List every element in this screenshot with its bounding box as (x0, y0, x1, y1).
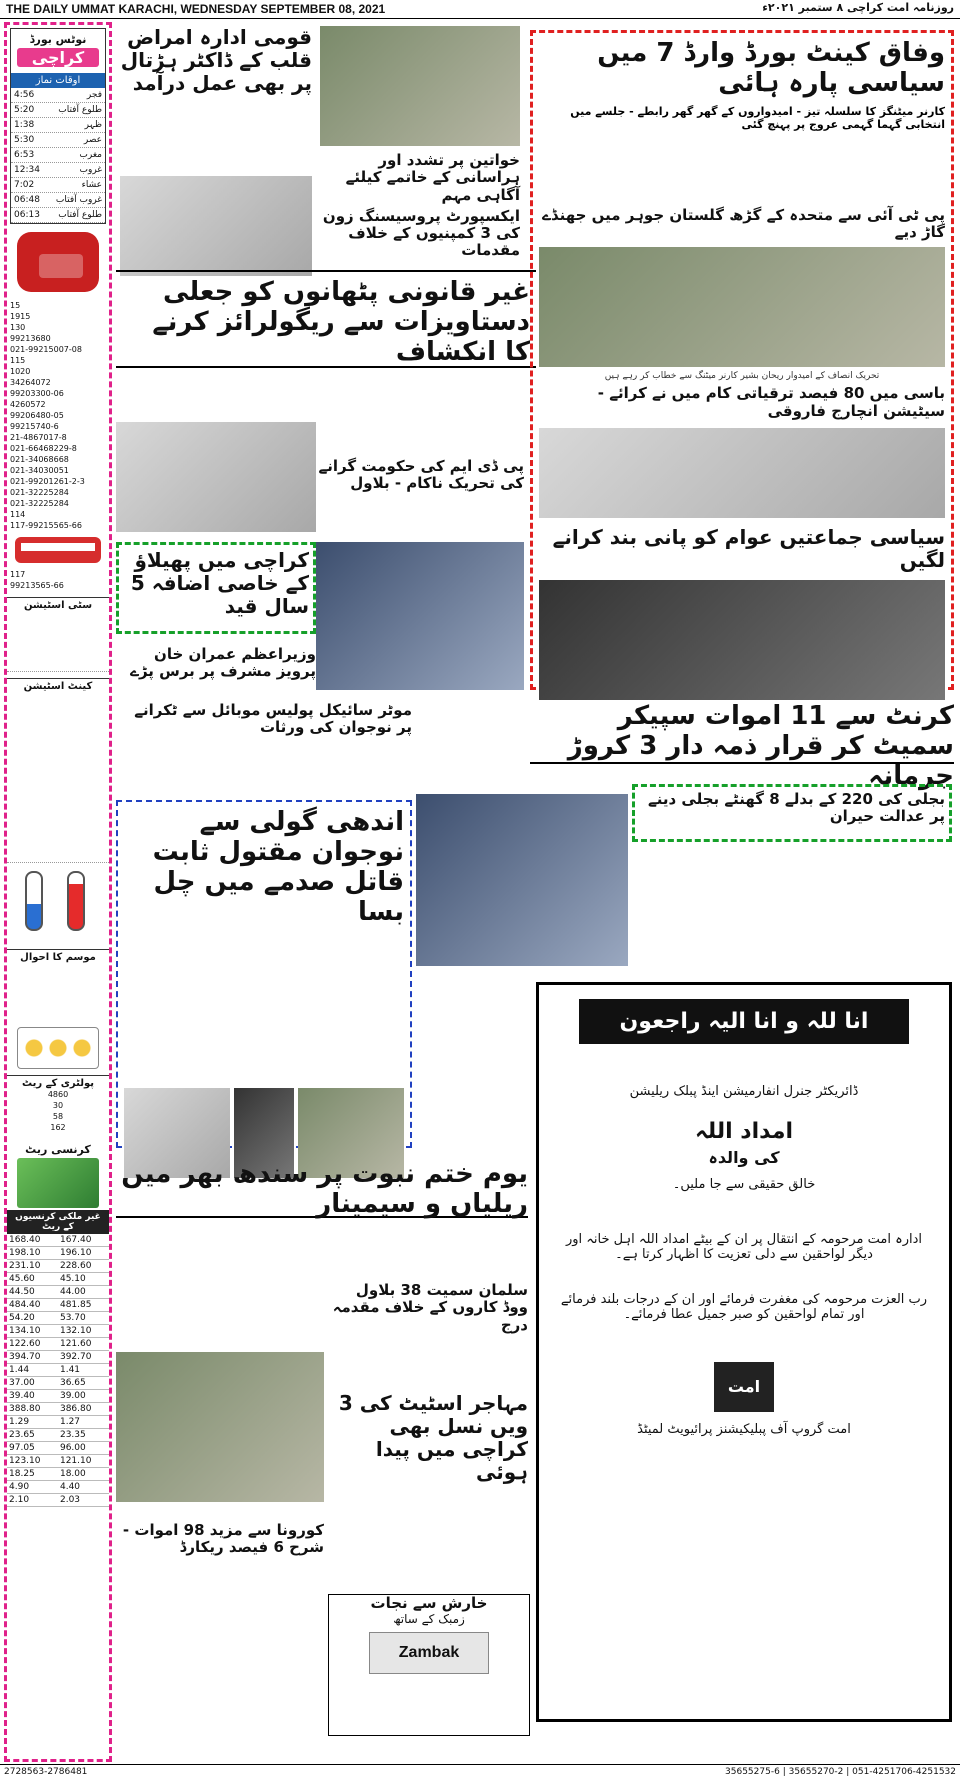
notice-board-box (10, 28, 106, 224)
currency-row (7, 1468, 109, 1481)
footer-strip (0, 1764, 960, 1781)
currency-buy: 4.40 (58, 1481, 109, 1494)
emergency-number: 115 (10, 356, 26, 365)
headline-karachi: کراچی میں پھیلاؤ کے خاصی اضافہ 5 سال قید (130, 548, 309, 618)
currency-row (7, 1390, 109, 1403)
currency-table-header: غیر ملکی کرنسیوں کے ریٹ (7, 1210, 109, 1234)
emergency-number-row (7, 465, 109, 476)
currency-buy: 386.80 (58, 1403, 109, 1416)
currency-buy: 1.27 (58, 1416, 109, 1429)
photo-portraits (539, 580, 945, 700)
prayer-time: 6:53 (14, 150, 35, 160)
currency-graph-icon (17, 1158, 99, 1208)
currency-row (7, 1260, 109, 1273)
city-station-table (7, 611, 109, 672)
currency-sell: 39.40 (7, 1390, 58, 1403)
currency-buy: 39.00 (58, 1390, 109, 1403)
currency-sell: 45.60 (7, 1273, 58, 1286)
prayer-row (11, 193, 105, 208)
poultry-rate: 4860 (47, 1090, 69, 1099)
prayer-name: ظہر (84, 120, 102, 130)
prayer-name: غروب (79, 165, 102, 175)
condolence-line-1: ڈائریکٹر جنرل انفارمیشن اینڈ پبلک ریلیشن (629, 1084, 859, 1099)
emergency-number: 114 (10, 510, 26, 519)
emergency-number-row (7, 476, 109, 487)
railway-enquiry (7, 569, 109, 580)
prayer-times-list (11, 88, 105, 223)
currency-buy: 196.10 (58, 1247, 109, 1260)
emergency-number-row (7, 333, 109, 344)
prayer-time: 5:30 (14, 135, 35, 145)
emergency-number: 99215740-6 (10, 422, 59, 431)
ad-zambak-title: خارش سے نجات (370, 1594, 488, 1612)
currency-buy: 44.00 (58, 1286, 109, 1299)
photo-garbage (120, 176, 312, 276)
prayer-row (11, 208, 105, 223)
prayer-name: طلوع آفتاب (58, 105, 102, 115)
emergency-number-row (7, 421, 109, 432)
prayer-time: 06:13 (14, 210, 40, 220)
emergency-number: 021-66468229-8 (10, 444, 77, 453)
cantt-station-table (7, 692, 109, 863)
poultry-rates-list (7, 1089, 109, 1133)
emergency-number: 021-32225284 (10, 499, 69, 508)
currency-row (7, 1299, 109, 1312)
currency-buy: 121.10 (58, 1455, 109, 1468)
photo-event (316, 542, 524, 690)
emergency-number-row (7, 366, 109, 377)
prayer-times-header: اوقات نماز (11, 73, 105, 88)
emergency-number-row (7, 399, 109, 410)
currency-row (7, 1273, 109, 1286)
emergency-number-row (7, 300, 109, 311)
railway-phone (7, 580, 109, 591)
emergency-numbers-list (7, 300, 109, 531)
currency-sell: 122.60 (7, 1338, 58, 1351)
currency-buy: 167.40 (58, 1234, 109, 1247)
condolence-banner: انا للہ و انا الیہ راجعون (579, 999, 909, 1044)
poultry-rate-row (7, 1100, 109, 1111)
currency-sell: 18.25 (7, 1468, 58, 1481)
box-cantonment-election (530, 30, 954, 690)
emergency-number-row (7, 520, 109, 531)
prayer-row (11, 118, 105, 133)
story-khawateen: خواتین پر تشدد اور ہراسانی کے خاتمے کیلئے آگاہی مہم (345, 151, 520, 204)
main-content (116, 22, 954, 1762)
condolence-name: امداد اللہ (694, 1119, 794, 1144)
currency-sell: 134.10 (7, 1325, 58, 1338)
condolence-line-4: ادارہ امت مرحومہ کے انتقال پر ان کے بیٹے امداد اللہ اہل خانہ اور دیگر لواحقین سے دلی تعزیت کا اظہار کرتا ہے۔ (566, 1232, 922, 1262)
story-bilawal: پی ڈی ایم کی حکومت گرانے کی تحریک ناکام - بلاول (318, 457, 524, 493)
currency-row (7, 1286, 109, 1299)
currency-sell: 394.70 (7, 1351, 58, 1364)
prayer-time: 7:02 (14, 180, 35, 190)
emergency-number-row (7, 432, 109, 443)
prayer-time: 1:38 (14, 120, 35, 130)
emergency-number: 34264072 (10, 378, 51, 387)
emergency-number-row (7, 322, 109, 333)
prayer-name: غروب آفتاب (55, 195, 102, 205)
eggs-icon (17, 1027, 99, 1069)
headline-andhi-goli: اندھی گولی سے نوجوان مقتول ثابت قاتل صدمے میں چل بسا (152, 807, 404, 927)
currency-row (7, 1364, 109, 1377)
currency-row (7, 1429, 109, 1442)
poultry-rate: 30 (52, 1101, 64, 1110)
currency-row (7, 1312, 109, 1325)
emergency-phone-icon (17, 232, 99, 292)
emergency-number: 15 (10, 301, 21, 310)
emergency-number-row (7, 487, 109, 498)
emergency-number-row (7, 377, 109, 388)
emergency-number-row (7, 344, 109, 355)
currency-row (7, 1416, 109, 1429)
currency-sell: 1.29 (7, 1416, 58, 1429)
story-police-mobile: موٹر سائیکل پولیس موبائل سے ٹکرانے پر نوجوان کی ورثات (134, 701, 412, 737)
currency-row (7, 1403, 109, 1416)
currency-table (7, 1210, 109, 1507)
currency-buy: 96.00 (58, 1442, 109, 1455)
emergency-number-row (7, 454, 109, 465)
currency-buy: 18.00 (58, 1468, 109, 1481)
poultry-rate: 162 (50, 1123, 66, 1132)
prayer-row (11, 148, 105, 163)
emergency-number-row (7, 443, 109, 454)
headline-cantonment: وفاق کینٹ بورڈ وارڈ 7 میں سیاسی پارہ ہائی (597, 38, 945, 98)
prayer-row (11, 88, 105, 103)
currency-row (7, 1481, 109, 1494)
masthead (0, 0, 960, 19)
prayer-row (11, 178, 105, 193)
currency-row (7, 1455, 109, 1468)
headline-top-left: قومی ادارہ امراض قلب کے ڈاکٹر ہڑتال پر بھی عمل درآمد (120, 25, 312, 95)
currency-buy: 2.03 (58, 1494, 109, 1507)
currency-buy: 36.65 (58, 1377, 109, 1390)
photo-documents (116, 422, 316, 532)
condolence-ad (536, 982, 952, 1722)
currency-row (7, 1234, 109, 1247)
story-cantonment-text (533, 131, 951, 205)
emergency-number-row (7, 311, 109, 322)
currency-sell: 4.90 (7, 1481, 58, 1494)
currency-sell: 198.10 (7, 1247, 58, 1260)
emergency-number-row (7, 410, 109, 421)
emergency-number: 21-4867017-8 (10, 433, 67, 442)
emergency-number-row (7, 388, 109, 399)
emergency-number: 99213680 (10, 334, 51, 343)
currency-sell: 1.44 (7, 1364, 58, 1377)
poultry-rate-row (7, 1111, 109, 1122)
photo-meeting-caption: تحریک انصاف کے امیدوار ریحان بشیر کارنر میٹنگ سے خطاب کر رہے ہیں (604, 371, 880, 382)
prayer-name: مغرب (79, 150, 102, 160)
prayer-row (11, 133, 105, 148)
story-corona: کورونا سے مزید 98 اموات - شرح 6 فیصد ریکارڈ (122, 1521, 324, 1557)
masthead-english: THE DAILY UMMAT KARACHI, WEDNESDAY SEPTEMBER 08, 2021 (6, 2, 386, 16)
prayer-name: عصر (83, 135, 102, 145)
condolence-line-5: رب العزت مرحومہ کی مغفرت فرمائے اور ان کے درجات بلند فرمائے اور تمام لواحقین کو صبر جمیل عطا فرمائے۔ (560, 1292, 928, 1322)
currency-row (7, 1442, 109, 1455)
city-label: کراچی (17, 48, 99, 67)
emergency-number: 130 (10, 323, 26, 332)
prayer-name: طلوع آفتاب (58, 210, 102, 220)
prayer-name: عشاء (81, 180, 102, 190)
emergency-number: 4260572 (10, 400, 46, 409)
box-220-story (632, 784, 952, 842)
emergency-number: 99203300-06 (10, 389, 64, 398)
emergency-number: 021-34068668 (10, 455, 69, 464)
notice-board-sidebar (4, 22, 112, 1762)
currency-sell: 44.50 (7, 1286, 58, 1299)
photo-ceremony (320, 26, 520, 146)
prayer-name: فجر (86, 90, 102, 100)
notice-board-title: نوٹس بورڈ (11, 29, 105, 46)
story-siyasi-jamaat: سیاسی جماعتیں عوام کو پانی بند کرانے لگیں (552, 524, 945, 572)
condolence-line-3: خالق حقیقی سے جا ملیں۔ (672, 1177, 816, 1192)
condolence-footer: امت گروپ آف پبلیکیشنز پرائیویٹ لمیٹڈ (637, 1422, 851, 1437)
currency-sell: 168.40 (7, 1234, 58, 1247)
city-station-header: سٹی اسٹیشن (7, 597, 109, 611)
emergency-number: 117-99215565-66 (10, 521, 82, 530)
currency-buy: 1.41 (58, 1364, 109, 1377)
currency-row (7, 1377, 109, 1390)
weather-title: موسم کا احوال (7, 949, 109, 963)
emergency-number-row (7, 355, 109, 366)
photo-ballot-box (539, 428, 945, 518)
prayer-time: 4:56 (14, 90, 35, 100)
ummat-logo: امت (714, 1362, 774, 1412)
currency-buy: 228.60 (58, 1260, 109, 1273)
story-80-percent: باسی میں 80 فیصد ترقیاتی کام میں نے کرائے - سیٹیشن انچارج فاروقی (597, 384, 945, 420)
headline-khatm-nabuwat: یوم ختم نبوت پر سندھ بھر میں ریلیاں و سیمینار (116, 1160, 528, 1218)
poultry-rate: 58 (52, 1112, 64, 1121)
prayer-time: 12:34 (14, 165, 40, 175)
poultry-rate-row (7, 1122, 109, 1133)
emergency-number: 021-99215007-08 (10, 345, 82, 354)
currency-sell: 97.05 (7, 1442, 58, 1455)
emergency-number: 1020 (10, 367, 31, 376)
currency-row (7, 1338, 109, 1351)
poultry-rate-row (7, 1089, 109, 1100)
story-andhi-goli-text (118, 934, 410, 1088)
railway-enquiry-number: 117 (10, 570, 26, 579)
weather-text (7, 963, 109, 1023)
currency-buy: 53.70 (58, 1312, 109, 1325)
railway-phone-number: 99213565-66 (10, 581, 64, 590)
prayer-time: 06:48 (14, 195, 40, 205)
thermometer-icon (17, 871, 99, 941)
headline-current: کرنٹ سے 11 اموات سپیکر سمیٹ کر قرار ذمہ دار 3 کروڑ جرمانہ (530, 702, 954, 764)
story-pti-gulistan: پی ٹی آئی سے متحدہ کے گڑھ گلستان جوہر میں جھنڈے گاڑ دیے (542, 205, 945, 242)
currency-sell: 2.10 (7, 1494, 58, 1507)
currency-row (7, 1247, 109, 1260)
prayer-time: 5:20 (14, 105, 35, 115)
ad-zambak (328, 1594, 530, 1736)
currency-buy: 121.60 (58, 1338, 109, 1351)
emergency-number: 021-32225284 (10, 488, 69, 497)
emergency-number: 1915 (10, 312, 31, 321)
masthead-urdu: روزنامہ امت کراچی ۸ ستمبر ۲۰۲۱ء (762, 1, 954, 14)
headline-ghair-qanooni: غیر قانونی پٹھانوں کو جعلی دستاویزات سے ریگولرائز کرنے کا انکشاف (116, 270, 536, 368)
photo-handshake (416, 794, 628, 966)
currency-buy: 392.70 (58, 1351, 109, 1364)
ad-zambak-brand: Zambak (369, 1632, 489, 1674)
footer-left: 2728563-2786481 (4, 1767, 88, 1777)
currency-sell: 123.10 (7, 1455, 58, 1468)
currency-sell: 231.10 (7, 1260, 58, 1273)
emergency-number-row (7, 498, 109, 509)
photo-meeting (539, 247, 945, 367)
currency-buy: 23.35 (58, 1429, 109, 1442)
emergency-number: 021-34030051 (10, 466, 69, 475)
currency-sell: 388.80 (7, 1403, 58, 1416)
box-andhi-goli (116, 800, 412, 1148)
currency-buy: 481.85 (58, 1299, 109, 1312)
cantt-station-header: کینٹ اسٹیشن (7, 678, 109, 692)
currency-sell: 23.65 (7, 1429, 58, 1442)
train-icon (15, 537, 101, 563)
currency-title: کرنسی ریٹ (25, 1143, 91, 1156)
story-excise: ایکسپورٹ پروسیسنگ زون کی 3 کمپنیوں کے خلاف مقدمات (322, 206, 520, 260)
currency-sell: 37.00 (7, 1377, 58, 1390)
poultry-rates-title: پولٹری کے ریٹ (7, 1075, 109, 1089)
story-imran: وزیراعظم عمران خان پرویز مشرف پر برس پڑے (130, 645, 316, 681)
story-salman: سلمان سمیت 38 بلاول ووڈ کاروں کے خلاف مقدمہ درج (332, 1281, 528, 1334)
prayer-row (11, 163, 105, 178)
ad-zambak-tagline: زمبک کے ساتھ (393, 1612, 465, 1627)
currency-row (7, 1494, 109, 1507)
currency-row (7, 1325, 109, 1338)
emergency-number: 99206480-05 (10, 411, 64, 420)
condolence-line-2: کی والدہ (708, 1148, 780, 1167)
subheadline-cantonment: کارنر میٹنگز کا سلسلہ تیز - امیدواروں کے گھر گھر رابطے - جلسے میں انتخابی گہما گہمی عروج پر پہنچ گئی (570, 104, 945, 131)
prayer-row (11, 103, 105, 118)
photo-award (116, 1352, 324, 1502)
currency-sell: 484.40 (7, 1299, 58, 1312)
box-karachi-story (116, 542, 316, 634)
currency-buy: 132.10 (58, 1325, 109, 1338)
currency-buy: 45.10 (58, 1273, 109, 1286)
emergency-number: 021-99201261-2-3 (10, 477, 85, 486)
currency-row (7, 1351, 109, 1364)
footer-right: 051-4251706-4251532 | 35655270-2 | 35655275-6 (725, 1767, 956, 1777)
emergency-number-row (7, 509, 109, 520)
currency-sell: 54.20 (7, 1312, 58, 1325)
story-220: بجلی کی 220 کے بدلے 8 گھنٹے بجلی دینے پر عدالت حیران (647, 790, 945, 826)
story-mahajir: مہاجر اسٹیٹ کی 3 ویں نسل بھی کراچی میں پیدا ہوئی (338, 1391, 528, 1484)
